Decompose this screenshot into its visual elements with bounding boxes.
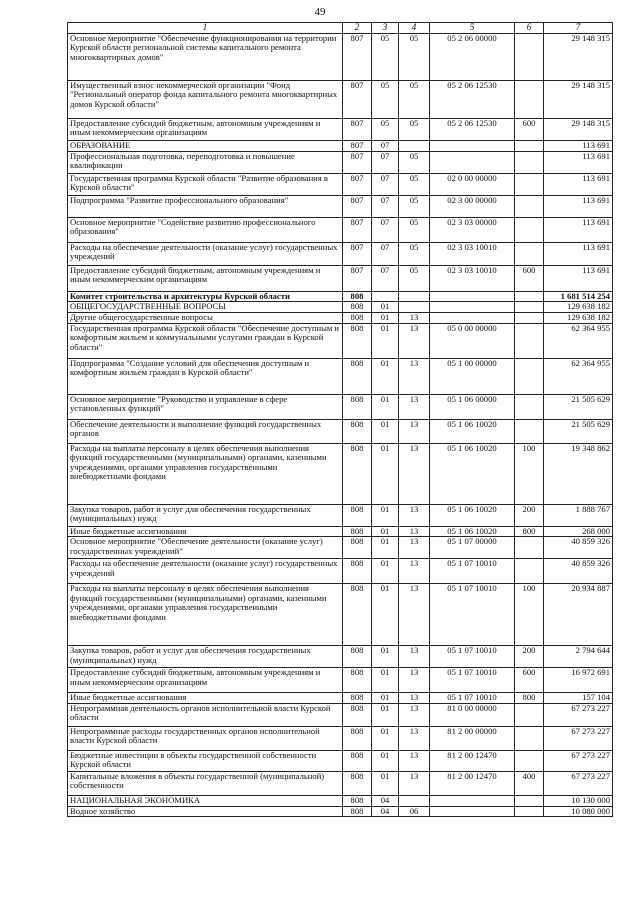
cell-name: ОБРАЗОВАНИЕ <box>68 140 343 151</box>
cell-ministry-code: 808 <box>343 394 372 419</box>
cell-amount: 157 104 <box>544 693 613 704</box>
cell-expense-type <box>515 302 544 313</box>
table-row <box>68 584 613 646</box>
cell-expense-type <box>515 313 544 324</box>
cell-expense-type <box>515 358 544 394</box>
cell-subsection-code: 13 <box>399 771 430 795</box>
column-header: 4 <box>399 23 430 34</box>
cell-amount: 67 273 227 <box>544 750 613 771</box>
cell-subsection-code: 13 <box>399 646 430 668</box>
cell-expense-type: 400 <box>515 771 544 795</box>
cell-subsection-code: 13 <box>399 358 430 394</box>
cell-ministry-code: 808 <box>343 323 372 358</box>
cell-ministry-code: 808 <box>343 693 372 704</box>
cell-amount: 1 888 767 <box>544 504 613 526</box>
cell-amount: 67 273 227 <box>544 703 613 726</box>
cell-target-article: 05 1 07 10010 <box>430 559 515 584</box>
cell-amount: 19 348 862 <box>544 443 613 504</box>
cell-name: Предоставление субсидий бюджетным, автономным учреждениям и иным некоммерческим организациям <box>68 668 343 693</box>
cell-target-article <box>430 140 515 151</box>
cell-ministry-code: 808 <box>343 443 372 504</box>
cell-section-code: 01 <box>372 750 399 771</box>
table-row <box>68 443 613 504</box>
cell-amount: 21 505 629 <box>544 394 613 419</box>
table-row <box>68 323 613 358</box>
table-row <box>68 358 613 394</box>
cell-amount: 29 148 315 <box>544 80 613 118</box>
cell-section-code: 05 <box>372 80 399 118</box>
cell-ministry-code: 807 <box>343 217 372 242</box>
cell-amount: 40 859 326 <box>544 559 613 584</box>
cell-subsection-code: 13 <box>399 443 430 504</box>
cell-name: Государственная программа Курской области "Обеспечение доступным и комфортным жильем и коммунальными услугами граждан в Курской области" <box>68 323 343 358</box>
table-row <box>68 668 613 693</box>
cell-ministry-code: 808 <box>343 771 372 795</box>
cell-amount: 2 794 644 <box>544 646 613 668</box>
table-row <box>68 302 613 313</box>
cell-ministry-code: 807 <box>343 265 372 291</box>
cell-subsection-code: 13 <box>399 394 430 419</box>
cell-target-article: 05 1 07 10010 <box>430 668 515 693</box>
cell-section-code: 01 <box>372 358 399 394</box>
cell-amount: 113 691 <box>544 140 613 151</box>
cell-section-code: 01 <box>372 693 399 704</box>
cell-section-code: 07 <box>372 173 399 195</box>
cell-section-code: 07 <box>372 217 399 242</box>
cell-ministry-code: 807 <box>343 118 372 140</box>
table-row <box>68 265 613 291</box>
cell-name: Основное мероприятие "Обеспечение функционирования на территории Курской области региональной системы капитального ремонта многоквартирных домов" <box>68 33 343 80</box>
cell-ministry-code: 808 <box>343 750 372 771</box>
cell-expense-type <box>515 726 544 750</box>
table-row <box>68 703 613 726</box>
cell-section-code: 01 <box>372 302 399 313</box>
cell-amount: 40 859 326 <box>544 537 613 559</box>
cell-name: Расходы на выплаты персоналу в целях обеспечения выполнения функций государственными (муниципальными) органами, казенными учреждениями, органами управления государственными внебюджетными фондами <box>68 584 343 646</box>
cell-expense-type <box>515 173 544 195</box>
cell-section-code: 01 <box>372 537 399 559</box>
cell-ministry-code: 807 <box>343 242 372 265</box>
cell-name: Подпрограмма "Развитие профессионального образования" <box>68 195 343 217</box>
cell-subsection-code: 05 <box>399 217 430 242</box>
cell-expense-type: 800 <box>515 526 544 537</box>
cell-expense-type <box>515 291 544 302</box>
cell-name: Обеспечение деятельности и выполнение функций государственных органов <box>68 419 343 443</box>
table-row <box>68 140 613 151</box>
cell-expense-type <box>515 419 544 443</box>
cell-section-code: 01 <box>372 771 399 795</box>
cell-target-article <box>430 795 515 806</box>
cell-amount: 113 691 <box>544 195 613 217</box>
cell-target-article: 05 1 00 00000 <box>430 358 515 394</box>
cell-expense-type: 600 <box>515 668 544 693</box>
cell-target-article: 05 1 06 10020 <box>430 504 515 526</box>
cell-target-article: 05 1 07 10010 <box>430 646 515 668</box>
cell-target-article: 05 1 06 00000 <box>430 394 515 419</box>
cell-target-article: 02 3 03 10010 <box>430 265 515 291</box>
cell-subsection-code: 05 <box>399 265 430 291</box>
cell-section-code: 07 <box>372 265 399 291</box>
cell-ministry-code: 808 <box>343 526 372 537</box>
cell-amount: 1 681 514 254 <box>544 291 613 302</box>
cell-name: Капитальные вложения в объекты государственной (муниципальной) собственности <box>68 771 343 795</box>
cell-name: Основное мероприятие "Содействие развитию профессионального образования" <box>68 217 343 242</box>
cell-amount: 21 505 629 <box>544 419 613 443</box>
cell-subsection-code: 05 <box>399 33 430 80</box>
cell-section-code: 01 <box>372 584 399 646</box>
cell-expense-type: 100 <box>515 443 544 504</box>
column-header: 6 <box>515 23 544 34</box>
cell-section-code: 01 <box>372 323 399 358</box>
cell-target-article <box>430 313 515 324</box>
cell-target-article: 81 2 00 12470 <box>430 771 515 795</box>
cell-name: Расходы на обеспечение деятельности (оказание услуг) государственных учреждений <box>68 559 343 584</box>
cell-subsection-code: 05 <box>399 80 430 118</box>
column-header: 1 <box>68 23 343 34</box>
cell-name: Расходы на обеспечение деятельности (оказание услуг) государственных учреждений <box>68 242 343 265</box>
cell-subsection-code <box>399 140 430 151</box>
cell-target-article: 81 2 00 12470 <box>430 750 515 771</box>
cell-amount: 113 691 <box>544 265 613 291</box>
cell-target-article <box>430 302 515 313</box>
cell-target-article: 05 1 07 10010 <box>430 584 515 646</box>
cell-subsection-code: 13 <box>399 584 430 646</box>
cell-name: Расходы на выплаты персоналу в целях обеспечения выполнения функций государственными (муниципальными) органами, казенными учреждениями, органами управления государственными внебюджетными фондами <box>68 443 343 504</box>
cell-target-article: 02 3 00 00000 <box>430 195 515 217</box>
cell-name: Иные бюджетные ассигнования <box>68 693 343 704</box>
table-row <box>68 80 613 118</box>
cell-section-code: 01 <box>372 726 399 750</box>
cell-name: Имущественный взнос некоммерческой организации "Фонд "Региональный оператор фонда капитального ремонта многоквартирных домов Курской области" <box>68 80 343 118</box>
cell-section-code: 05 <box>372 33 399 80</box>
cell-ministry-code: 808 <box>343 584 372 646</box>
cell-name: Предоставление субсидий бюджетным, автономным учреждениям и иным некоммерческим организациям <box>68 265 343 291</box>
cell-ministry-code: 808 <box>343 726 372 750</box>
cell-target-article: 05 1 06 10020 <box>430 443 515 504</box>
budget-table-body <box>68 23 613 817</box>
cell-target-article: 81 0 00 00000 <box>430 703 515 726</box>
cell-expense-type <box>515 323 544 358</box>
column-header: 2 <box>343 23 372 34</box>
column-header: 7 <box>544 23 613 34</box>
cell-section-code: 07 <box>372 140 399 151</box>
cell-ministry-code: 807 <box>343 140 372 151</box>
cell-name: Непрограммная деятельность органов исполнительной власти Курской области <box>68 703 343 726</box>
cell-section-code: 01 <box>372 313 399 324</box>
cell-section-code: 07 <box>372 242 399 265</box>
cell-expense-type: 200 <box>515 504 544 526</box>
cell-name: Водное хозяйство <box>68 806 343 817</box>
table-row <box>68 195 613 217</box>
cell-expense-type: 100 <box>515 584 544 646</box>
cell-ministry-code: 808 <box>343 668 372 693</box>
cell-expense-type <box>515 750 544 771</box>
cell-subsection-code: 13 <box>399 703 430 726</box>
cell-section-code: 01 <box>372 419 399 443</box>
cell-subsection-code: 13 <box>399 726 430 750</box>
cell-amount: 129 638 182 <box>544 313 613 324</box>
cell-ministry-code: 808 <box>343 302 372 313</box>
cell-ministry-code: 807 <box>343 195 372 217</box>
cell-subsection-code: 05 <box>399 118 430 140</box>
cell-amount: 113 691 <box>544 217 613 242</box>
cell-amount: 268 000 <box>544 526 613 537</box>
cell-ministry-code: 808 <box>343 646 372 668</box>
cell-expense-type <box>515 140 544 151</box>
table-row <box>68 693 613 704</box>
cell-amount: 29 148 315 <box>544 33 613 80</box>
cell-amount: 20 934 887 <box>544 584 613 646</box>
cell-target-article: 05 2 06 12530 <box>430 80 515 118</box>
cell-name: Комитет строительства и архитектуры Курской области <box>68 291 343 302</box>
cell-subsection-code: 13 <box>399 504 430 526</box>
cell-ministry-code: 808 <box>343 537 372 559</box>
cell-amount: 16 972 691 <box>544 668 613 693</box>
cell-name: ОБЩЕГОСУДАРСТВЕННЫЕ ВОПРОСЫ <box>68 302 343 313</box>
cell-expense-type: 200 <box>515 646 544 668</box>
cell-subsection-code: 13 <box>399 526 430 537</box>
cell-target-article: 05 1 07 00000 <box>430 537 515 559</box>
cell-subsection-code: 13 <box>399 668 430 693</box>
cell-section-code: 01 <box>372 668 399 693</box>
table-row <box>68 771 613 795</box>
cell-section-code: 01 <box>372 559 399 584</box>
cell-expense-type: 600 <box>515 118 544 140</box>
cell-name: Профессиональная подготовка, переподготовка и повышение квалификации <box>68 151 343 173</box>
table-row <box>68 795 613 806</box>
cell-subsection-code <box>399 795 430 806</box>
cell-amount: 67 273 227 <box>544 771 613 795</box>
cell-name: Иные бюджетные ассигнования <box>68 526 343 537</box>
cell-section-code: 01 <box>372 504 399 526</box>
cell-expense-type <box>515 80 544 118</box>
cell-amount: 67 273 227 <box>544 726 613 750</box>
cell-expense-type <box>515 806 544 817</box>
cell-ministry-code: 808 <box>343 419 372 443</box>
cell-expense-type: 800 <box>515 693 544 704</box>
column-header: 5 <box>430 23 515 34</box>
cell-expense-type <box>515 559 544 584</box>
cell-ministry-code: 807 <box>343 173 372 195</box>
cell-target-article: 02 3 03 00000 <box>430 217 515 242</box>
budget-table <box>67 22 613 817</box>
cell-subsection-code: 13 <box>399 693 430 704</box>
cell-expense-type <box>515 537 544 559</box>
cell-name: Основное мероприятие "Обеспечение деятельности (оказание услуг) государственных учреждений" <box>68 537 343 559</box>
cell-amount: 113 691 <box>544 242 613 265</box>
cell-subsection-code: 13 <box>399 559 430 584</box>
table-row <box>68 291 613 302</box>
table-row <box>68 726 613 750</box>
cell-section-code: 01 <box>372 526 399 537</box>
cell-target-article: 05 1 06 10020 <box>430 419 515 443</box>
cell-ministry-code: 808 <box>343 806 372 817</box>
cell-subsection-code: 13 <box>399 419 430 443</box>
cell-expense-type: 600 <box>515 265 544 291</box>
cell-subsection-code <box>399 302 430 313</box>
table-row <box>68 217 613 242</box>
cell-expense-type <box>515 217 544 242</box>
cell-target-article: 02 3 03 10010 <box>430 242 515 265</box>
cell-expense-type <box>515 795 544 806</box>
table-row <box>68 33 613 80</box>
cell-expense-type <box>515 151 544 173</box>
cell-target-article: 05 2 06 00000 <box>430 33 515 80</box>
cell-subsection-code: 05 <box>399 173 430 195</box>
cell-ministry-code: 807 <box>343 33 372 80</box>
table-row <box>68 394 613 419</box>
cell-section-code: 07 <box>372 195 399 217</box>
cell-expense-type <box>515 33 544 80</box>
cell-expense-type <box>515 703 544 726</box>
table-row <box>68 419 613 443</box>
cell-amount: 29 148 315 <box>544 118 613 140</box>
table-row <box>68 504 613 526</box>
cell-expense-type <box>515 242 544 265</box>
cell-section-code: 01 <box>372 646 399 668</box>
cell-target-article: 05 1 06 10020 <box>430 526 515 537</box>
cell-target-article: 81 2 00 00000 <box>430 726 515 750</box>
cell-target-article: 02 0 00 00000 <box>430 173 515 195</box>
cell-section-code: 04 <box>372 795 399 806</box>
cell-subsection-code: 05 <box>399 151 430 173</box>
cell-section-code: 01 <box>372 394 399 419</box>
cell-amount: 113 691 <box>544 173 613 195</box>
column-header: 3 <box>372 23 399 34</box>
page-number: 49 <box>314 6 326 18</box>
cell-ministry-code: 808 <box>343 291 372 302</box>
cell-section-code: 05 <box>372 118 399 140</box>
cell-subsection-code <box>399 291 430 302</box>
cell-section-code: 04 <box>372 806 399 817</box>
cell-name: Государственная программа Курской области "Развитие образования в Курской области" <box>68 173 343 195</box>
cell-ministry-code: 808 <box>343 504 372 526</box>
cell-subsection-code: 13 <box>399 750 430 771</box>
cell-target-article <box>430 291 515 302</box>
cell-subsection-code: 05 <box>399 242 430 265</box>
cell-ministry-code: 808 <box>343 313 372 324</box>
cell-ministry-code: 807 <box>343 80 372 118</box>
cell-target-article: 05 2 06 12530 <box>430 118 515 140</box>
cell-section-code: 01 <box>372 703 399 726</box>
cell-ministry-code: 808 <box>343 559 372 584</box>
cell-amount: 129 638 182 <box>544 302 613 313</box>
table-row <box>68 537 613 559</box>
table-row <box>68 750 613 771</box>
cell-amount: 62 364 955 <box>544 358 613 394</box>
cell-section-code <box>372 291 399 302</box>
cell-subsection-code: 05 <box>399 195 430 217</box>
cell-amount: 10 130 000 <box>544 795 613 806</box>
cell-amount: 113 691 <box>544 151 613 173</box>
table-row <box>68 118 613 140</box>
cell-subsection-code: 06 <box>399 806 430 817</box>
cell-expense-type <box>515 195 544 217</box>
cell-name: Закупка товаров, работ и услуг для обеспечения государственных (муниципальных) нужд <box>68 504 343 526</box>
cell-name: Непрограммные расходы государственных органов исполнительной власти Курской области <box>68 726 343 750</box>
cell-subsection-code: 13 <box>399 323 430 358</box>
cell-name: Основное мероприятие "Руководство и управление в сфере установленных функций" <box>68 394 343 419</box>
cell-subsection-code: 13 <box>399 313 430 324</box>
table-row <box>68 151 613 173</box>
cell-name: Подпрограмма "Создание условий для обеспечения доступным и комфортным жильем граждан в Курской области" <box>68 358 343 394</box>
cell-ministry-code: 807 <box>343 151 372 173</box>
table-row <box>68 173 613 195</box>
cell-ministry-code: 808 <box>343 358 372 394</box>
table-row <box>68 806 613 817</box>
cell-expense-type <box>515 394 544 419</box>
table-row <box>68 646 613 668</box>
table-row <box>68 313 613 324</box>
table-row <box>68 559 613 584</box>
cell-name: Закупка товаров, работ и услуг для обеспечения государственных (муниципальных) нужд <box>68 646 343 668</box>
table-row <box>68 242 613 265</box>
cell-subsection-code: 13 <box>399 537 430 559</box>
cell-name: Предоставление субсидий бюджетным, автономным учреждениям и иным некоммерческим организациям <box>68 118 343 140</box>
cell-name: Бюджетные инвестиции в объекты государственной собственности Курской области <box>68 750 343 771</box>
cell-ministry-code: 808 <box>343 703 372 726</box>
table-row <box>68 526 613 537</box>
cell-target-article: 05 1 07 10010 <box>430 693 515 704</box>
cell-name: Другие общегосударственные вопросы <box>68 313 343 324</box>
cell-section-code: 01 <box>372 443 399 504</box>
cell-target-article <box>430 151 515 173</box>
cell-amount: 10 080 000 <box>544 806 613 817</box>
table-header-row <box>68 23 613 34</box>
cell-section-code: 07 <box>372 151 399 173</box>
cell-ministry-code: 808 <box>343 795 372 806</box>
cell-target-article <box>430 806 515 817</box>
cell-target-article: 05 0 00 00000 <box>430 323 515 358</box>
cell-name: НАЦИОНАЛЬНАЯ ЭКОНОМИКА <box>68 795 343 806</box>
cell-amount: 62 364 955 <box>544 323 613 358</box>
